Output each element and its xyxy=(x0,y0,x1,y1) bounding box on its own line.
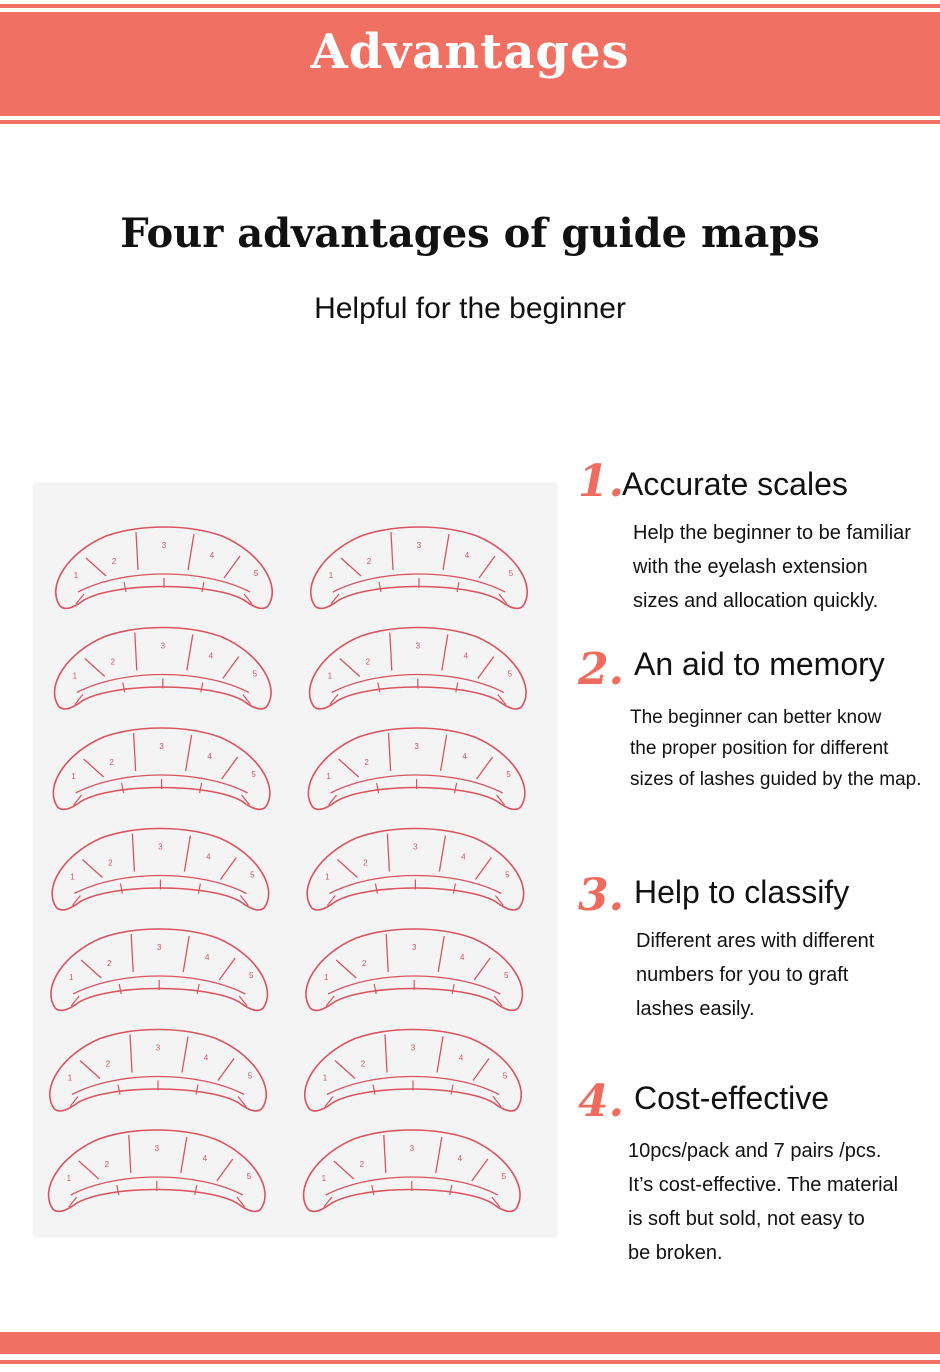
eye-pad xyxy=(305,1030,521,1111)
zone-number: 5 xyxy=(508,569,514,578)
zone-divider xyxy=(387,834,389,872)
zone-number: 2 xyxy=(104,1160,110,1169)
tick-mark xyxy=(124,582,126,592)
zone-divider xyxy=(390,633,392,671)
page-subtitle: Helpful for the beginner xyxy=(314,292,626,325)
description-line: be broken. xyxy=(628,1242,723,1264)
tick-mark xyxy=(378,683,380,693)
zone-number: 3 xyxy=(415,641,421,651)
zone-number: 5 xyxy=(501,1172,507,1181)
zone-number: 4 xyxy=(461,852,466,862)
tick-mark xyxy=(450,1185,452,1195)
zone-number: 2 xyxy=(106,959,112,968)
zone-number: 2 xyxy=(363,858,368,868)
zone-divider xyxy=(341,558,361,576)
zone-number: 2 xyxy=(366,557,372,566)
description-line: The beginner can better know xyxy=(630,707,882,728)
zone-divider xyxy=(79,1161,99,1179)
zone-number: 2 xyxy=(361,959,367,968)
tick-mark xyxy=(377,783,379,793)
zone-divider xyxy=(84,759,104,777)
advantage-item-1 xyxy=(578,456,940,626)
zone-number: 3 xyxy=(413,842,418,852)
zone-divider xyxy=(188,534,194,570)
zone-divider xyxy=(337,860,357,878)
advantage-number: 4. xyxy=(578,1076,624,1127)
tick-mark xyxy=(372,1185,374,1195)
eye-pad-outline xyxy=(311,527,527,608)
zone-divider xyxy=(436,1137,442,1173)
zone-number: 3 xyxy=(160,641,166,651)
tick-mark xyxy=(456,683,458,693)
tick-mark xyxy=(198,884,200,894)
page-title: Four advantages of guide maps xyxy=(120,210,820,257)
zone-number: 4 xyxy=(208,651,214,661)
zone-number: 5 xyxy=(252,669,258,679)
zone-number: 4 xyxy=(202,1154,208,1163)
zone-divider xyxy=(222,757,238,779)
zone-divider xyxy=(385,1035,387,1073)
zone-number: 5 xyxy=(506,770,511,779)
zone-divider xyxy=(81,960,101,978)
zone-number: 3 xyxy=(161,541,167,550)
zone-divider xyxy=(132,834,134,872)
zone-divider xyxy=(442,635,448,671)
zone-number: 2 xyxy=(364,758,369,767)
zone-number: 1 xyxy=(71,772,76,781)
eye-pad xyxy=(50,1030,266,1111)
zone-divider xyxy=(439,836,445,872)
tick-mark xyxy=(455,783,457,793)
zone-number: 5 xyxy=(250,870,255,880)
zone-number: 3 xyxy=(414,742,419,751)
zone-number: 3 xyxy=(158,842,163,852)
zone-number: 3 xyxy=(156,943,162,952)
zone-number: 4 xyxy=(459,953,465,962)
zone-number: 3 xyxy=(154,1144,160,1153)
zone-number: 4 xyxy=(207,752,212,761)
zone-divider xyxy=(441,735,447,771)
zone-divider xyxy=(135,633,137,671)
eye-pad xyxy=(306,929,522,1010)
advantage-heading: Accurate scales xyxy=(622,466,848,502)
advantage-number: 3. xyxy=(578,870,624,921)
footer-line xyxy=(0,1360,940,1364)
description-line: sizes of lashes guided by the map. xyxy=(630,769,922,790)
zone-number: 2 xyxy=(109,758,114,767)
zone-divider xyxy=(86,558,106,576)
zone-number: 4 xyxy=(464,551,470,560)
description-line: is soft but sold, not easy to xyxy=(628,1208,865,1230)
zone-divider xyxy=(389,733,391,771)
zone-divider xyxy=(386,934,388,972)
zone-number: 3 xyxy=(411,943,417,952)
eye-pad-outline xyxy=(56,527,272,608)
footer-band xyxy=(0,1332,940,1354)
description-line: the proper position for different xyxy=(630,738,889,759)
tick-mark xyxy=(202,582,204,592)
zone-divider xyxy=(334,1161,354,1179)
zone-number: 4 xyxy=(457,1154,463,1163)
zone-number: 3 xyxy=(155,1043,161,1053)
eye-pad-illustration xyxy=(34,484,556,1236)
zone-number: 4 xyxy=(458,1053,464,1063)
zone-divider xyxy=(186,735,192,771)
zone-divider xyxy=(80,1061,100,1079)
zone-number: 1 xyxy=(72,671,78,681)
zone-divider xyxy=(183,936,189,972)
zone-number: 1 xyxy=(73,571,79,580)
advantage-item-3 xyxy=(578,866,940,1036)
zone-divider xyxy=(136,532,138,570)
eye-pad-sheet xyxy=(34,484,556,1236)
zone-divider xyxy=(219,958,235,980)
eye-pad-outline xyxy=(49,1130,265,1211)
tick-mark xyxy=(117,1185,119,1195)
eye-pad xyxy=(55,628,271,709)
zone-number: 5 xyxy=(251,770,256,779)
zone-number: 5 xyxy=(253,569,259,578)
header-banner xyxy=(0,0,940,128)
advantage-number: 1. xyxy=(578,456,624,507)
zone-divider xyxy=(384,1135,386,1173)
zone-number: 4 xyxy=(204,953,210,962)
advantage-heading: Cost-effective xyxy=(634,1080,830,1116)
zone-divider xyxy=(479,556,495,578)
zone-number: 5 xyxy=(502,1071,508,1081)
zone-number: 2 xyxy=(359,1160,365,1169)
tick-mark xyxy=(453,884,455,894)
zone-number: 1 xyxy=(321,1174,327,1183)
zone-divider xyxy=(391,532,393,570)
tick-mark xyxy=(373,1085,375,1095)
zone-divider xyxy=(217,1159,233,1181)
advantage-description xyxy=(630,702,922,795)
zone-divider xyxy=(181,1137,187,1173)
zone-divider xyxy=(224,556,240,578)
zone-number: 2 xyxy=(108,858,113,868)
eye-pad-outline xyxy=(51,929,267,1010)
eye-pad-outline xyxy=(52,829,268,910)
description-line: 10pcs/pack and 7 pairs /pcs. xyxy=(628,1140,882,1162)
tick-mark xyxy=(123,683,125,693)
eye-pad-outline xyxy=(306,929,522,1010)
advantage-number: 2. xyxy=(578,644,624,695)
zone-divider xyxy=(336,960,356,978)
zone-number: 3 xyxy=(416,541,422,550)
description-line: Help the beginner to be familiar xyxy=(633,522,911,544)
banner-top-line xyxy=(0,4,940,8)
description-line: lashes easily. xyxy=(636,998,755,1020)
zone-number: 1 xyxy=(70,872,75,882)
description-line: with the eyelash extension xyxy=(633,556,868,578)
zone-divider xyxy=(475,858,491,880)
zone-number: 1 xyxy=(323,973,329,982)
advantage-heading: An aid to memory xyxy=(634,646,885,682)
zone-number: 1 xyxy=(328,571,334,580)
eye-pad xyxy=(56,527,272,608)
zone-divider xyxy=(220,858,236,880)
zone-divider xyxy=(85,659,105,677)
zone-number: 2 xyxy=(110,657,116,667)
eye-pad-outline xyxy=(308,728,524,809)
zone-number: 5 xyxy=(248,971,254,980)
zone-number: 5 xyxy=(247,1071,253,1081)
zone-number: 5 xyxy=(505,870,510,880)
advantage-description xyxy=(628,1134,898,1270)
tick-mark xyxy=(375,884,377,894)
banner-title: Advantages xyxy=(310,24,630,80)
eye-pad xyxy=(311,527,527,608)
tick-mark xyxy=(118,1085,120,1095)
tick-mark xyxy=(451,1085,453,1095)
eye-pad-outline xyxy=(305,1030,521,1111)
description-line: Different ares with different xyxy=(636,930,875,952)
zone-divider xyxy=(437,1037,443,1073)
description-line: numbers for you to graft xyxy=(636,964,849,986)
zone-divider xyxy=(187,635,193,671)
advantage-item-4 xyxy=(578,1072,940,1272)
eye-pad-outline xyxy=(55,628,271,709)
eye-pad xyxy=(308,728,524,809)
eye-pad-outline xyxy=(50,1030,266,1111)
tick-mark xyxy=(195,1185,197,1195)
advantage-description xyxy=(633,516,911,618)
tick-mark xyxy=(119,984,121,994)
zone-divider xyxy=(339,759,359,777)
tick-mark xyxy=(120,884,122,894)
tick-mark xyxy=(457,582,459,592)
zone-number: 3 xyxy=(159,742,164,751)
eye-pad xyxy=(52,829,268,910)
eye-pad-outline xyxy=(310,628,526,709)
zone-divider xyxy=(438,936,444,972)
zone-divider xyxy=(184,836,190,872)
eye-pad-outline xyxy=(304,1130,520,1211)
zone-number: 2 xyxy=(360,1059,366,1069)
advantage-item-2 xyxy=(578,640,940,810)
zone-divider xyxy=(223,657,239,679)
zone-divider xyxy=(477,757,493,779)
zone-divider xyxy=(82,860,102,878)
description-line: It’s cost-effective. The material xyxy=(628,1174,899,1196)
tick-mark xyxy=(196,1085,198,1095)
zone-divider xyxy=(340,659,360,677)
zone-divider xyxy=(182,1037,188,1073)
zone-divider xyxy=(129,1135,131,1173)
tick-mark xyxy=(201,683,203,693)
zone-divider xyxy=(218,1059,234,1081)
zone-number: 3 xyxy=(410,1043,416,1053)
zone-divider xyxy=(130,1035,132,1073)
zone-divider xyxy=(134,733,136,771)
zone-number: 4 xyxy=(203,1053,209,1063)
zone-number: 5 xyxy=(246,1172,252,1181)
zone-number: 2 xyxy=(365,657,371,667)
zone-number: 5 xyxy=(503,971,509,980)
eye-pad xyxy=(307,829,523,910)
description-line: sizes and allocation quickly. xyxy=(633,590,879,612)
zone-number: 2 xyxy=(105,1059,111,1069)
advantage-heading: Help to classify xyxy=(634,874,850,910)
eye-pad xyxy=(310,628,526,709)
zone-number: 4 xyxy=(462,752,467,761)
zone-number: 1 xyxy=(322,1073,328,1083)
zone-number: 1 xyxy=(327,671,333,681)
tick-mark xyxy=(374,984,376,994)
zone-number: 1 xyxy=(67,1073,73,1083)
zone-number: 4 xyxy=(206,852,211,862)
advantage-description xyxy=(636,924,874,1026)
zone-divider xyxy=(335,1061,355,1079)
zone-number: 1 xyxy=(326,772,331,781)
tick-mark xyxy=(452,984,454,994)
zone-number: 1 xyxy=(325,872,330,882)
zone-number: 3 xyxy=(409,1144,415,1153)
tick-mark xyxy=(379,582,381,592)
zone-number: 2 xyxy=(111,557,117,566)
eye-pad xyxy=(304,1130,520,1211)
zone-number: 5 xyxy=(507,669,513,679)
zone-divider xyxy=(472,1159,488,1181)
zone-divider xyxy=(478,657,494,679)
eye-pad xyxy=(51,929,267,1010)
zone-number: 1 xyxy=(66,1174,72,1183)
zone-divider xyxy=(474,958,490,980)
zone-divider xyxy=(131,934,133,972)
tick-mark xyxy=(200,783,202,793)
eye-pad xyxy=(49,1130,265,1211)
tick-mark xyxy=(197,984,199,994)
zone-number: 4 xyxy=(463,651,469,661)
eye-pad-outline xyxy=(53,728,269,809)
zone-divider xyxy=(443,534,449,570)
banner-bottom-line xyxy=(0,120,940,124)
eye-pad-outline xyxy=(307,829,523,910)
eye-pad xyxy=(53,728,269,809)
tick-mark xyxy=(122,783,124,793)
zone-number: 1 xyxy=(68,973,74,982)
zone-number: 4 xyxy=(209,551,215,560)
zone-divider xyxy=(473,1059,489,1081)
